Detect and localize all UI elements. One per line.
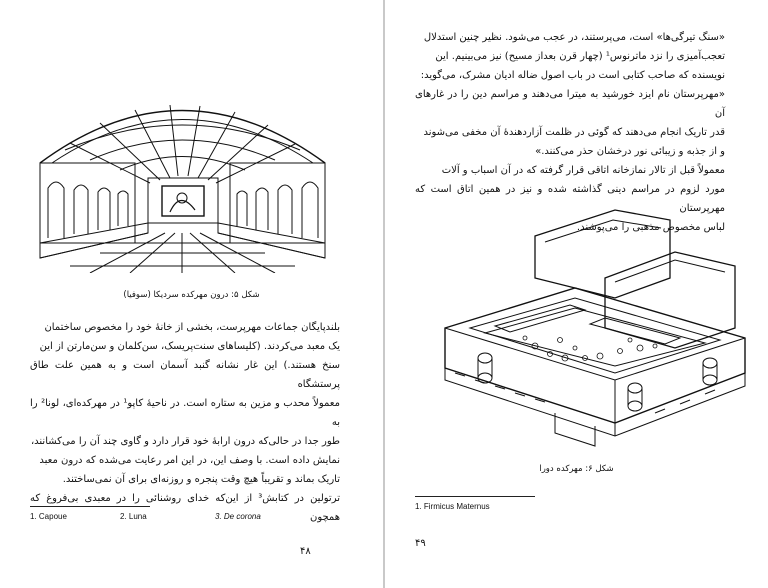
left-footnote-rule [30,506,150,507]
left-footnotes [30,512,350,521]
right-body-line: معمولاً قبل از تالار نمازخانه اتاقی قرار گرفته که در آن اسباب و آلات [441,165,725,176]
right-body-line: نویسنده که صاحب کتابی است در باب اصول ضاله ادیان مشرک، می‌گوید: [420,70,725,81]
right-figure-caption: شکل ۶: مهرکده دورا [539,464,614,474]
right-body-line: تعجب‌آمیزی را نزد ماترنوس¹ (چهار قرن بعداز مسیح) نیز می‌بینیم. این [435,51,725,62]
right-body-line: لباس مخصوص مذهبی را می‌پوشند. [576,222,725,233]
mithraeum-interior-illustration [30,88,335,273]
left-body-line: بلندپایگان جماعات مهرپرست، بخشی از خانهٔ خود را مخصوص ساختمان [44,322,340,333]
left-page [0,0,383,588]
right-footnotes [415,502,735,511]
left-body-line: سنخ هستند.) این غار نشانه گنبد آسمان است و به همین علت طاق پرستشگاه [30,360,340,390]
right-body-text [415,28,725,237]
right-body-line: مورد لزوم در مراسم دینی گذاشته شده و نیز در همین اتاق است که مهرپرستان [415,184,725,214]
left-figure-caption: شکل ۵: درون مهرکده سردیکا (سوفیا) [123,290,260,300]
left-body-line: طور جدا در حالی‌که درون ارابهٔ خود قرار دارد و گاوی چند آن را می‌کشانند، [30,436,340,447]
right-body-line: «مهرپرستان نام ایزد خورشید به میترا می‌دهند و مراسم دین را در غارهای آن [415,89,725,119]
right-footnote-rule [415,496,535,497]
footnote: 1. Firmicus Maternus [415,502,490,511]
mithraeum-model-illustration [425,208,755,448]
right-page [385,0,768,588]
left-body-line: نمایش داده است. با وصف این، در این امر رعایت می‌شده که درون معبد [39,455,340,466]
left-body-text [30,318,340,527]
left-body-line: معمولاً محدب و مزین به ستاره است. در ناحیهٔ کاپو¹ در مهرکده‌ای، لونا² را به [30,398,340,428]
right-body-line: و از جذبه و زیبائی نور درخشان حذر می‌کنند.» [535,146,725,157]
right-page-number: ۴۹ [415,538,426,549]
footnote: 2. Luna [120,512,147,521]
left-page-number: ۴۸ [300,546,311,557]
footnote: 3. De corona [215,512,261,521]
right-body-line: «سنگ تیرگی‌ها» است، می‌پرستند، در عجب می‌شود. نظیر چنین استدلال [423,32,725,43]
left-body-line: ترتولین در کتابش³ از این‌که خدای روشنائی را در معبدی بی‌فروغ که همچون [30,493,340,523]
right-body-line: قدر تاریک انجام می‌دهند که گوئی در ظلمت آزاردهندهٔ آن مخفی می‌شوند [423,127,725,138]
footnote: 1. Capoue [30,512,67,521]
left-body-line: تاریک بماند و تقریباً هیچ وقت پنجره و روزنه‌ای برای آن نمی‌ساختند. [62,474,340,485]
left-body-line: یک معبد می‌کردند. (کلیساهای سنت‌پریسک، سن‌کلمان و سن‌مارتن از این [39,341,340,352]
